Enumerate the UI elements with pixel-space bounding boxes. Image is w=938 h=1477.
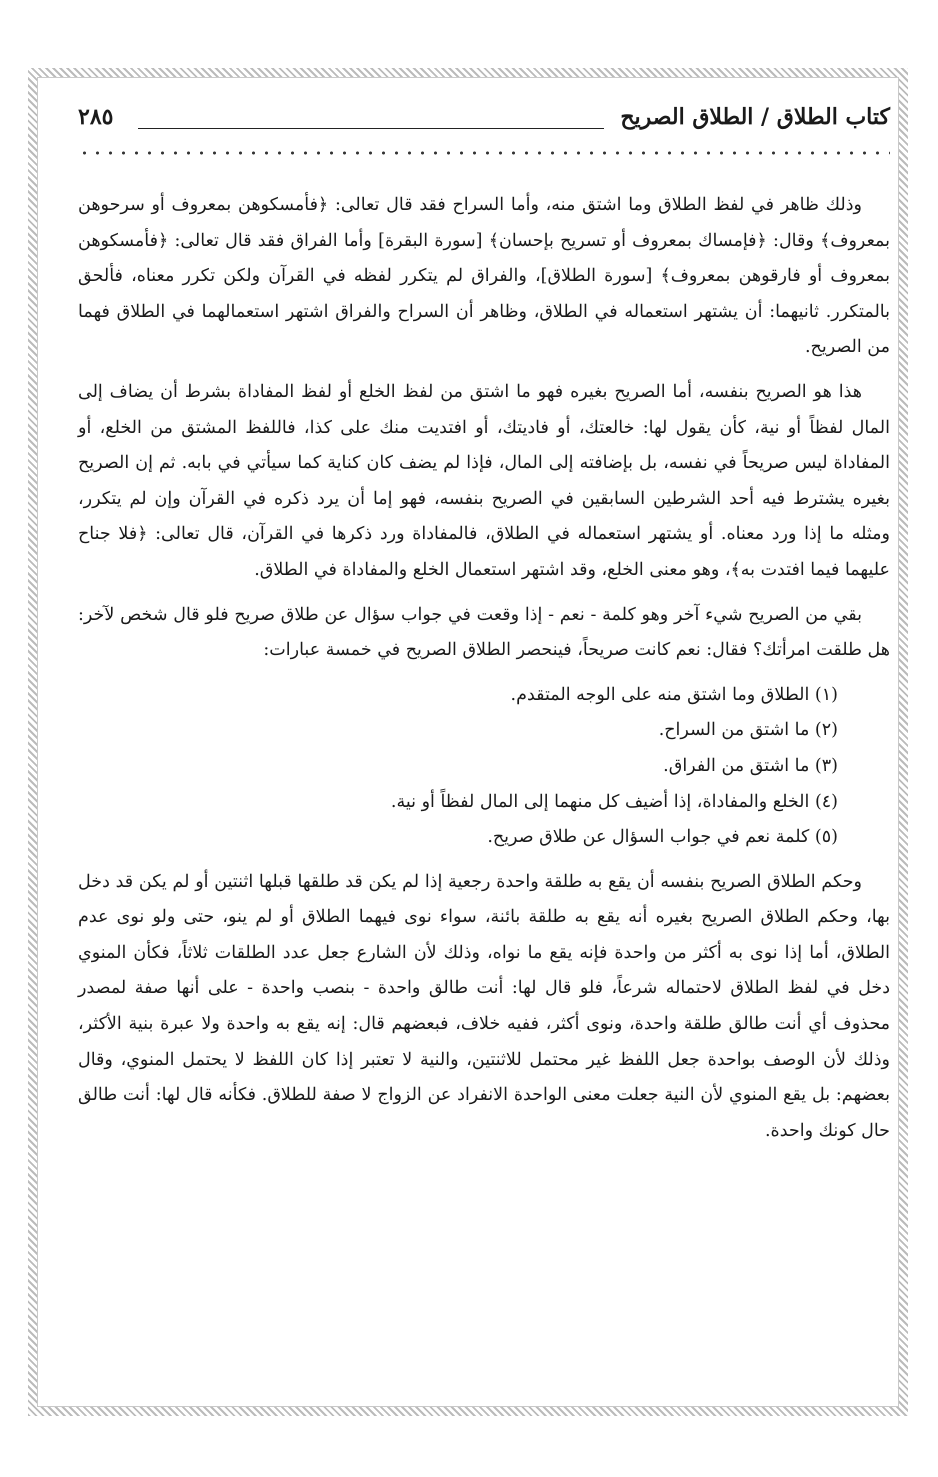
- page-number: ٢٨٥: [78, 104, 114, 130]
- list-item: (٤) الخلع والمفاداة، إذا أضيف كل منهما إلى المال لفظاً أو نية.: [390, 791, 838, 812]
- paragraph: وذلك ظاهر في لفظ الطلاق وما اشتق منه، وأما السراح فقد قال تعالى: ﴿فأمسكوهن بمعروف أو سرحوهن بمعروف﴾ وقال: ﴿فإمساك بمعروف أو تسريح بإحسان﴾ [سورة البقرة] وأما الفراق فقد قال تعالى: ﴿فأمسكوهن بمعروف أو فارقوهن بمعروف﴾ [سورة الطلاق]، والفراق لم يتكرر لفظه في القرآن ولكن تكرر معناه، فألحق بالمتكرر. ثانيهما: أن يشتهر استعماله في الطلاق، وظاهر أن السراح والفراق اشتهر استعمالهما في الطلاق فهما من الصريح.: [78, 195, 890, 358]
- header-rule: [138, 128, 604, 129]
- list-item: (٥) كلمة نعم في جواب السؤال عن طلاق صريح.: [487, 827, 838, 848]
- list-item: (٢) ما اشتق من السراح.: [658, 720, 838, 741]
- page-body: [78, 188, 890, 1158]
- chapter-title: كتاب الطلاق / الطلاق الصريح: [620, 104, 890, 130]
- dotted-separator: [78, 150, 890, 156]
- paragraph: هذا هو الصريح بنفسه، أما الصريح بغيره فهو ما اشتق من لفظ الخلع أو لفظ المفاداة بشرط أن يضاف إلى المال لفظاً أو نية، كأن يقول لها: خالعتك، أو فاديتك، أو افتديت منك على كذا، فاللفظ المشتق من الخلع، أو المفاداة ليس صريحاً في نفسه، بل بإضافته إلى المال، فإذا لم يضف كان كناية كما سيأتي في بابه. ثم إن الصريح بغيره يشترط فيه أحد الشرطين السابقين في الصريح بنفسه، فهو إما أن يرد ذكره في القرآن وإن لم يتكرر، ومثله ما إذا ورد معناه. أو يشتهر استعماله في الطلاق، فالمفاداة ورد ذكرها في القرآن، قال تعالى: ﴿فلا جناح عليهما فيما افتدت به﴾، وهو معنى الخلع، وقد اشتهر استعمال الخلع والمفاداة في الطلاق.: [78, 381, 890, 580]
- numbered-list: [78, 678, 890, 856]
- paragraph: وحكم الطلاق الصريح بنفسه أن يقع به طلقة واحدة رجعية إذا لم يكن قد طلقها قبلها اثنتين أو لم يكن قد دخل بها، وحكم الطلاق الصريح بغيره أنه يقع به طلقة بائنة، سواء نوى فيهما الطلاق أو لم ينو، حتى ولو نوى عدم الطلاق، أما إذا نوى به أكثر من واحدة فإنه يقع ما نواه، وذلك لأن الشارع جعل عدد الطلقات ثلاثاً، فكأن المنوي دخل في لفظ الطلاق لاحتماله شرعاً، فلو قال لها: أنت طالق واحدة - بنصب واحدة - على أنها صفة لمصدر محذوف أي أنت طالق طلقة واحدة، ونوى أكثر، ففيه خلاف، فبعضهم قال: إنه يقع به واحدة ولا عبرة بنية الأكثر، وذلك لأن الوصف بواحدة جعل اللفظ غير محتمل للاثنتين، والنية لا تعتبر إذا كان اللفظ لا يحتمل المنوي، وقال بعضهم: بل يقع المنوي لأن النية جعلت معنى الواحدة الانفراد عن الزواج لا صفة للطلاق. فكأنه قال لها: أنت طالق حال كونك واحدة.: [78, 871, 890, 1141]
- list-item: (٣) ما اشتق من الفراق.: [663, 755, 838, 776]
- list-item: (١) الطلاق وما اشتق منه على الوجه المتقدم.: [510, 684, 838, 705]
- page-header: [78, 104, 890, 140]
- paragraph: بقي من الصريح شيء آخر وهو كلمة - نعم - إذا وقعت في جواب سؤال عن طلاق صريح فلو قال شخص لآخر: هل طلقت امرأتك؟ فقال: نعم كانت صريحاً، فينحصر الطلاق الصريح في خمسة عبارات:: [78, 604, 890, 661]
